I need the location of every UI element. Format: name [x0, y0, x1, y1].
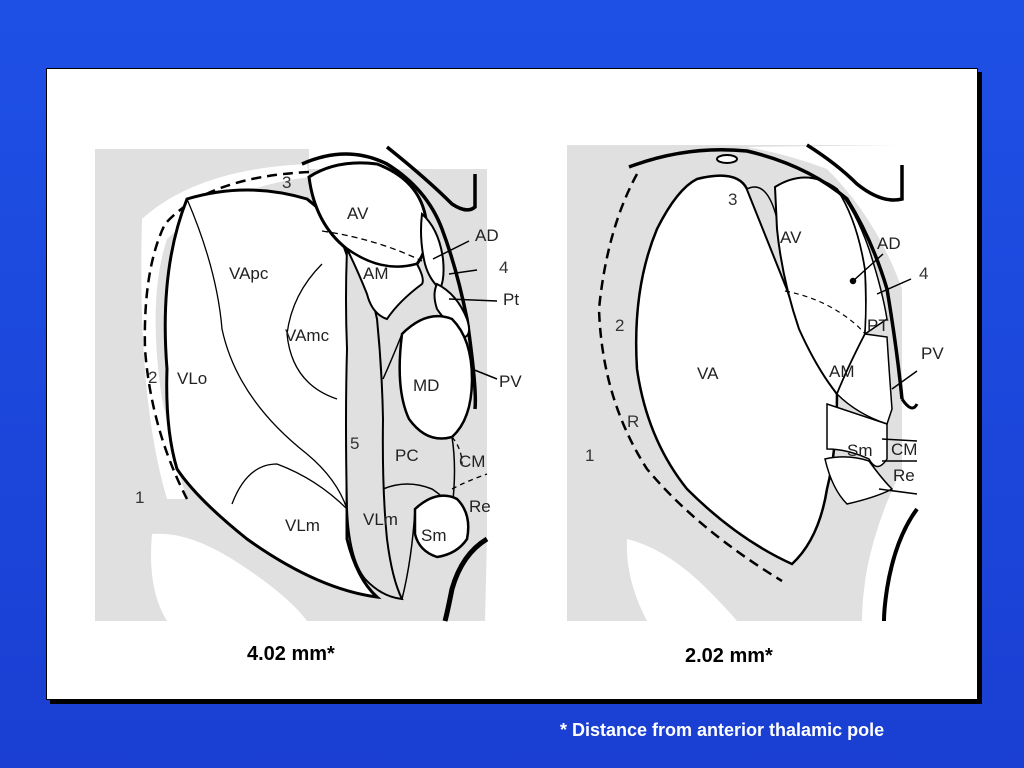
- footnote: * Distance from anterior thalamic pole: [560, 720, 885, 740]
- label-3: 3: [282, 173, 292, 192]
- label-pt: Pt: [503, 290, 520, 309]
- label-re: Re: [469, 497, 491, 516]
- label-pv-right: PV: [921, 344, 944, 363]
- label-md: MD: [413, 376, 440, 395]
- section-2mm: [567, 145, 944, 621]
- label-4: 4: [499, 258, 509, 277]
- label-1: 1: [135, 488, 145, 507]
- label-av-right: AV: [780, 228, 802, 247]
- label-cm-right: CM: [891, 440, 918, 459]
- caption-2mm: 2.02 mm*: [685, 645, 773, 667]
- label-vlm-2: VLm: [363, 510, 398, 529]
- label-vlm-1: VLm: [285, 516, 320, 535]
- thalamus-diagrams: [47, 69, 977, 699]
- label-av: AV: [347, 204, 369, 223]
- label-pt-right: PT: [867, 316, 889, 335]
- label-vapc: VApc: [229, 264, 269, 283]
- label-5: 5: [350, 434, 360, 453]
- label-cm: CM: [459, 452, 486, 471]
- label-1-right: 1: [585, 446, 595, 465]
- label-va-right: VA: [697, 364, 719, 383]
- label-pc: PC: [395, 446, 419, 465]
- slide-panel: [46, 68, 978, 700]
- label-ad: AD: [475, 226, 499, 245]
- label-am: AM: [363, 264, 389, 283]
- label-sm-right: Sm: [847, 441, 873, 460]
- label-2: 2: [148, 368, 158, 387]
- label-2-right: 2: [615, 316, 625, 335]
- label-sm: Sm: [421, 526, 447, 545]
- label-vlo: VLo: [177, 369, 208, 388]
- choroid-mark: [717, 155, 737, 163]
- pv-line-right: [902, 399, 917, 408]
- label-re-right: Re: [893, 466, 915, 485]
- label-ad-right: AD: [877, 234, 901, 253]
- label-4-right: 4: [919, 264, 929, 283]
- caption-4mm: 4.02 mm*: [247, 643, 335, 665]
- section-4mm: [95, 147, 522, 621]
- label-am-right: AM: [829, 362, 855, 381]
- label-vamc: VAmc: [285, 326, 330, 345]
- label-3-right: 3: [728, 190, 738, 209]
- label-r-right: R: [627, 412, 640, 431]
- label-pv: PV: [499, 372, 522, 391]
